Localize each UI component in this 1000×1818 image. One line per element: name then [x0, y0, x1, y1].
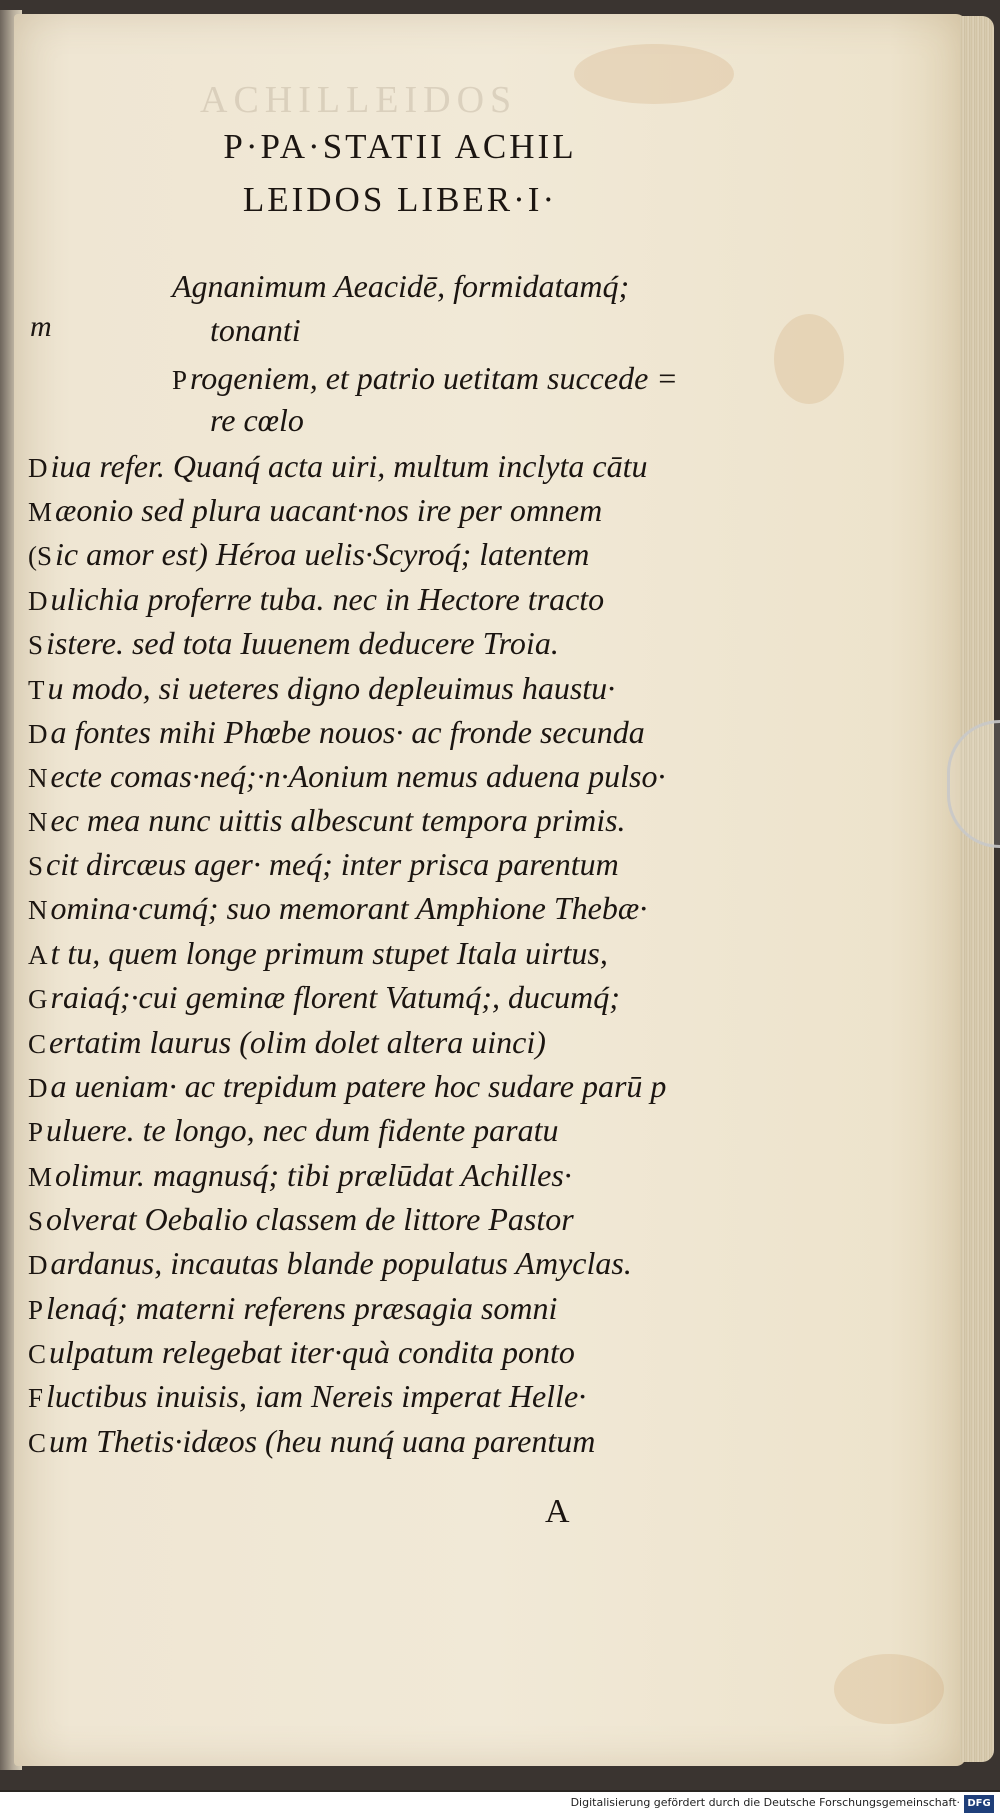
verse-initial: D	[28, 453, 48, 483]
verse-text: Agnanimum Aeacidē, formidatamq́;	[172, 268, 630, 304]
verse-text: u modo, si ueteres digno depleuimus haustu·	[47, 670, 616, 706]
verse-initial: N	[28, 807, 48, 837]
margin-note: m	[30, 310, 52, 343]
verse-initial: N	[28, 763, 48, 793]
verse-initial: T	[28, 675, 45, 705]
verse-text: rogeniem, et patrio uetitam succede =	[190, 360, 678, 396]
verse-line	[28, 846, 619, 883]
verse-line	[28, 670, 615, 707]
verse-text: uluere. te longo, nec dum fidente paratu	[46, 1112, 559, 1148]
verse-text: olverat Oebalio classem de littore Pastor	[46, 1201, 574, 1237]
verse-text: ic amor est) Héroa uelis·Scyroq́; latentem	[55, 536, 590, 572]
verse-line	[28, 890, 647, 927]
verse-line	[28, 492, 602, 529]
verse-line	[28, 1112, 559, 1149]
verse-initial: C	[28, 1029, 47, 1059]
verse-initial: G	[28, 984, 48, 1014]
verse-initial: C	[28, 1339, 47, 1369]
verse-line	[28, 979, 620, 1016]
verse-initial: S	[28, 851, 44, 881]
verse-line	[28, 1245, 632, 1282]
verse-initial: D	[28, 586, 48, 616]
verse-text: tonanti	[210, 312, 301, 348]
verse-text: ulichia proferre tuba. nec in Hectore tracto	[50, 581, 605, 617]
foxing-stain	[834, 1654, 944, 1724]
verse-line	[28, 1024, 546, 1061]
verse-text: um Thetis·idæos (heu nunq́ uana parentum	[49, 1423, 596, 1459]
verse-text: t tu, quem longe primum stupet Itala uirtus,	[50, 935, 608, 971]
verse-initial: S	[28, 1206, 44, 1236]
verse-line	[28, 1334, 575, 1371]
verse-initial: D	[28, 1073, 48, 1103]
verse-initial: C	[28, 1428, 47, 1458]
verse-initial: F	[28, 1383, 44, 1413]
verse-text: luctibus inuisis, iam Nereis imperat Helle·	[46, 1378, 587, 1414]
verse-initial: S	[28, 630, 44, 660]
book-title-line-2: LEIDOS LIBER·I·	[242, 180, 558, 219]
verse-line	[28, 758, 665, 795]
verse-line	[28, 1201, 574, 1238]
verse-initial: A	[28, 940, 48, 970]
verse-text: ulpatum relegebat iter·quà condita ponto	[49, 1334, 575, 1370]
verse-line	[28, 935, 608, 972]
verse-text: ecte comas·neq́;·n·Aonium nemus aduena pulso·	[50, 758, 666, 794]
verse-text: lenaq́; materni referens præsagia somni	[46, 1290, 558, 1326]
verse-line	[210, 312, 301, 349]
verse-initial: (S	[28, 541, 53, 571]
show-through-running-head: ACHILLEIDOS	[200, 79, 518, 121]
verse-line	[28, 1290, 557, 1327]
verse-line	[172, 360, 678, 397]
verse-initial: M	[28, 1162, 53, 1192]
verse-line	[28, 448, 647, 485]
book-title-line-1: P·PA·STATII ACHIL	[223, 127, 577, 166]
verse-text: ec mea nunc uittis albescunt tempora primis.	[50, 802, 626, 838]
verse-text: raiaq́;·cui geminæ florent Vatumq́;, ducumq́;	[50, 979, 620, 1015]
verse-line	[172, 268, 629, 305]
verse-text: cit dircæus ager· meq́; inter prisca parentum	[46, 846, 619, 882]
verse-line	[28, 802, 626, 839]
verse-initial: P	[28, 1117, 44, 1147]
verse-text: ardanus, incautas blande populatus Amyclas.	[50, 1245, 632, 1281]
foxing-stain	[574, 44, 734, 104]
verse-text: ertatim laurus (olim dolet altera uinci)	[49, 1024, 546, 1060]
verse-line	[28, 1378, 586, 1415]
verse-text: omina·cumq́; suo memorant Amphione Thebæ·	[50, 890, 648, 926]
verse-line	[210, 402, 304, 439]
verse-text: a ueniam· ac trepidum patere hoc sudare parū p	[50, 1068, 667, 1104]
verse-line	[28, 1068, 666, 1105]
verse-line	[28, 714, 645, 751]
catchword: A	[545, 1493, 570, 1530]
verse-text: re cœlo	[210, 402, 304, 438]
verse-text: iua refer. Quanq́ acta uiri, multum inclyta cātu	[50, 448, 648, 484]
verse-initial: P	[28, 1295, 44, 1325]
verse-line	[28, 581, 604, 618]
verse-line	[28, 1423, 595, 1460]
verse-text: a fontes mihi Phœbe nouos· ac fronde secunda	[50, 714, 645, 750]
verse-initial: D	[28, 1250, 48, 1280]
verse-initial: D	[28, 719, 48, 749]
foxing-stain	[774, 314, 844, 404]
verse-line	[28, 625, 559, 662]
dfg-logo: DFG	[964, 1795, 994, 1813]
verse-line	[28, 1157, 572, 1194]
verse-initial: M	[28, 497, 53, 527]
verse-text: æonio sed plura uacant·nos ire per omnem	[55, 492, 603, 528]
page-edges	[960, 16, 994, 1762]
verse-initial: N	[28, 895, 48, 925]
verse-text: istere. sed tota Iuuenem deducere Troia.	[46, 625, 559, 661]
footer-credit: Digitalisierung gefördert durch die Deutsche Forschungsgemeinschaft·	[570, 1796, 960, 1809]
verse-line	[28, 536, 589, 573]
verse-initial: P	[172, 365, 188, 395]
digitization-footer	[0, 1792, 1000, 1818]
verse-text: olimur. magnusq́; tibi prælūdat Achilles·	[55, 1157, 572, 1193]
